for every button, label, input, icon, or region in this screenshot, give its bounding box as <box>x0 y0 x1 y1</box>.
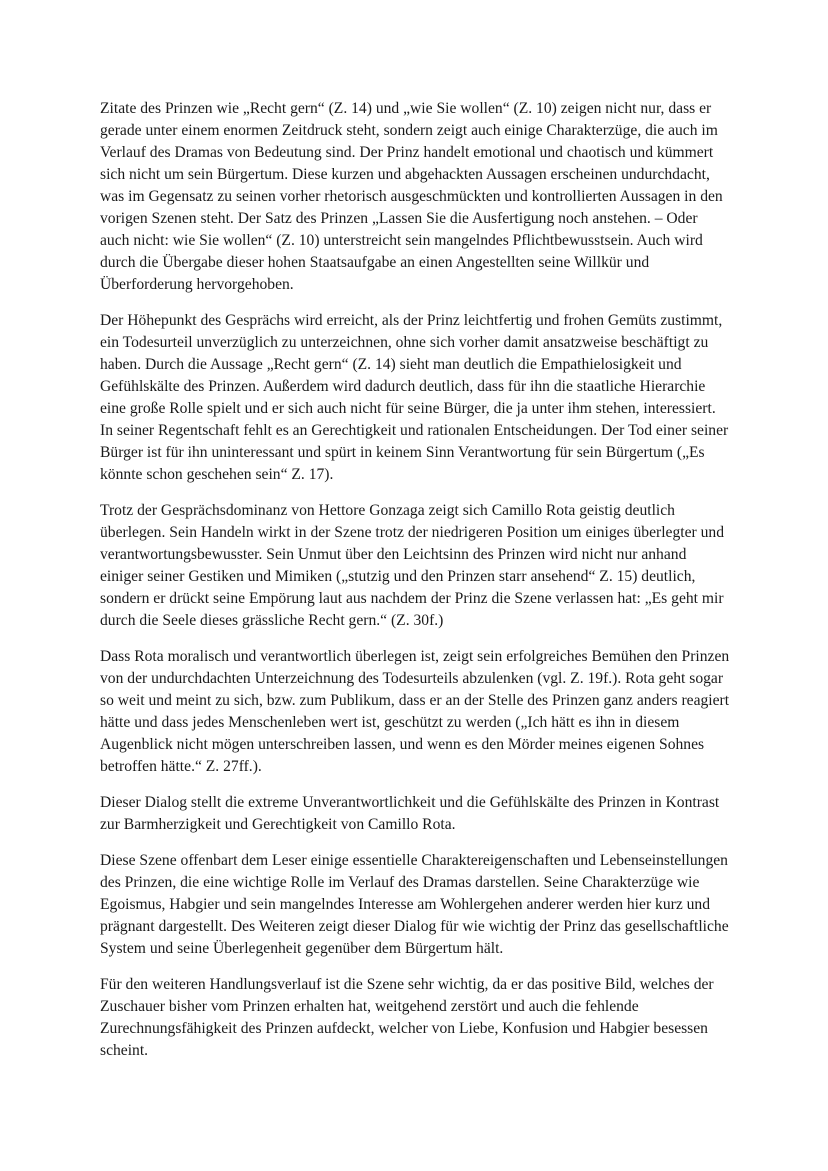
paragraph-rota-moral: Dass Rota moralisch und verantwortlich überlegen ist, zeigt sein erfolgreiches Bemühen den Prinzen von der undurchdachten Unterzeichnung des Todesurteils abzulenken (vgl. Z. 19f.). Rota geht sogar so weit und meint zu sich, bzw. zum Publikum, dass er an der Stelle des Prinzen ganz anders reagiert hätte und dass jedes Menschenleben wert ist, geschützt zu werden („Ich hätt es ihn in diesem Augenblick nicht mögen unterschreiben lassen, und wenn es den Mörder meines eigenen Sohnes betroffen hätte.“ Z. 27ff.). <box>100 648 730 775</box>
paragraph-prince-quotes: Zitate des Prinzen wie „Recht gern“ (Z. 14) und „wie Sie wollen“ (Z. 10) zeigen nicht nur, dass er gerade unter einem enormen Zeitdruck steht, sondern zeigt auch einige Charakterzüge, die auch im Verlauf des Dramas von Bedeutung sind. Der Prinz handelt emotional und chaotisch und kümmert sich nicht um sein Bürgertum. Diese kurzen und abgehackten Aussagen erscheinen undurchdacht, was im Gegensatz zu seinen vorher rhetorisch ausgeschmückten und kontrollierten Aussagen in den vorigen Szenen steht. Der Satz des Prinzen „Lassen Sie die Ausfertigung noch anstehen. – Oder auch nicht: wie Sie wollen“ (Z. 10) unterstreicht sein mangelndes Pflichtbewusstsein. Auch wird durch die Übergabe dieser hohen Staatsaufgabe an einen Angestellten seine Willkür und Überforderung hervorgehoben. <box>100 100 723 293</box>
paragraph-rota-superior: Trotz der Gesprächsdominanz von Hettore Gonzaga zeigt sich Camillo Rota geistig deutlich überlegen. Sein Handeln wirkt in der Szene trotz der niedrigeren Position um einiges überlegter und verantwortungsbewusster. Sein Unmut über den Leichtsinn des Prinzen wird nicht nur anhand einiger seiner Gestiken und Mimiken („stutzig und den Prinzen starr ansehend“ Z. 15) deutlich, sondern er drückt seine Empörung laut aus nachdem der Prinz die Szene verlassen hat: „Es geht mir durch die Seele dieses grässliche Recht gern.“ (Z. 30f.) <box>100 502 725 629</box>
paragraph-contrast: Dieser Dialog stellt die extreme Unverantwortlichkeit und die Gefühlskälte des Prinzen in Kontrast zur Barmherzigkeit und Gerechtigkeit von Camillo Rota. <box>100 794 720 833</box>
document-body <box>100 98 730 1076</box>
paragraph-character-traits: Diese Szene offenbart dem Leser einige essentielle Charaktereigenschaften und Lebenseinstellungen des Prinzen, die eine wichtige Rolle im Verlauf des Dramas darstellen. Seine Charakterzüge wie Egoismus, Habgier und sein mangelndes Interesse am Wohlergehen anderer werden hier kurz und prägnant dargestellt. Des Weiteren zeigt dieser Dialog für wie wichtig der Prinz das gesellschaftliche System und seine Überlegenheit gegenüber dem Bürgertum hält. <box>100 852 729 957</box>
paragraph-plot-importance: Für den weiteren Handlungsverlauf ist die Szene sehr wichtig, da er das positive Bild, welches der Zuschauer bisher vom Prinzen erhalten hat, weitgehend zerstört und auch die fehlende Zurechnungsfähigkeit des Prinzen aufdeckt, welcher von Liebe, Konfusion und Habgier besessen scheint. <box>100 976 714 1059</box>
paragraph-climax: Der Höhepunkt des Gesprächs wird erreicht, als der Prinz leichtfertig und frohen Gemüts zustimmt, ein Todesurteil unverzüglich zu unterzeichnen, ohne sich vorher damit ansatzweise beschäftigt zu haben. Durch die Aussage „Recht gern“ (Z. 14) sieht man deutlich die Empathielosigkeit und Gefühlskälte des Prinzen. Außerdem wird dadurch deutlich, dass für ihn die staatliche Hierarchie eine große Rolle spielt und er sich auch nicht für seine Bürger, die ja unter ihm stehen, interessiert. In seiner Regentschaft fehlt es an Gerechtigkeit und rationalen Entscheidungen. Der Tod einer seiner Bürger ist für ihn uninteressant und spürt in keinem Sinn Verantwortung für sein Bürgertum („Es könnte schon geschehen sein“ Z. 17). <box>100 312 729 483</box>
